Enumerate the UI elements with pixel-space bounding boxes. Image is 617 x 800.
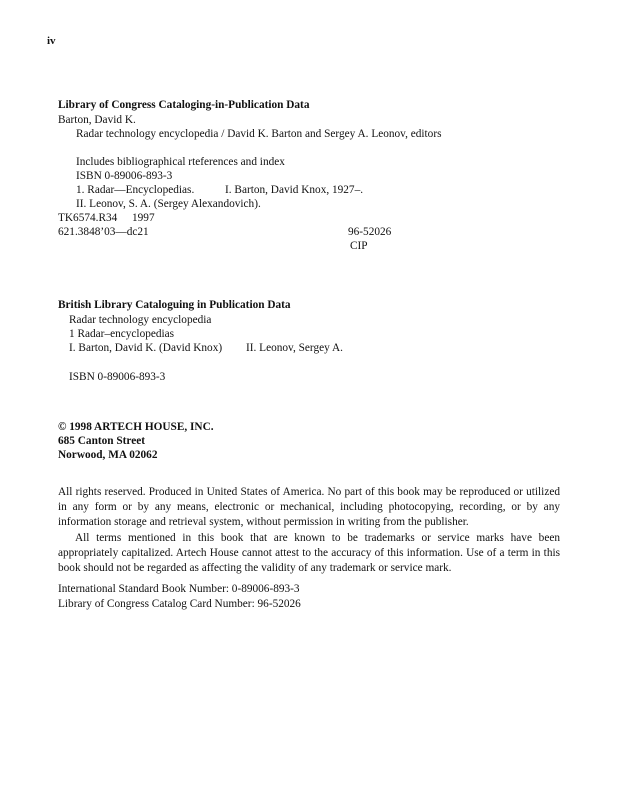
- cip-isbn: ISBN 0-89006-893-3: [76, 170, 173, 182]
- cip-call-number: TK6574.R34: [58, 212, 118, 224]
- cip-added-entry-1: I. Barton, David Knox, 1927–.: [225, 184, 364, 196]
- cip-author: Barton, David K.: [58, 114, 136, 126]
- bl-added-entry-2: II. Leonov, Sergey A.: [246, 342, 343, 354]
- bl-added-entry-1: I. Barton, David K. (David Knox): [69, 342, 223, 354]
- bl-title-line: Radar technology encyclopedia: [69, 314, 212, 326]
- rights-paragraph: All rights reserved. Produced in United States of America. No part of this book may be reproduced or utilized in any form or by any means, electronic or mechanical, including photocopying, recording, or by any information storage and retrieval system, without permission in writing from the publisher.: [58, 486, 560, 529]
- cip-subject: 1. Radar—Encyclopedias.: [76, 184, 195, 196]
- cip-added-entry-2: II. Leonov, S. A. (Sergey Alexandovich).: [76, 198, 261, 210]
- cip-notes: Includes bibliographical rteferences and index: [76, 156, 285, 168]
- cip-title-statement: Radar technology encyclopedia / David K. Barton and Sergey A. Leonov, editors: [76, 128, 442, 140]
- cip-label: CIP: [350, 240, 368, 252]
- cip-lccn: 96-52026: [348, 226, 392, 238]
- rights-statement: [58, 485, 560, 613]
- page-number: iv: [47, 35, 56, 47]
- trademark-paragraph: All terms mentioned in this book that are known to be trademarks or service marks have been appropriately capitalized. Artech House cannot attest to the accuracy of this information. Use of a term in this book should not be regarded as affecting the validity of any trademark or service mark.: [58, 531, 560, 575]
- cip-dewey: 621.3848’03—dc21: [58, 226, 149, 238]
- bl-isbn: ISBN 0-89006-893-3: [69, 371, 166, 383]
- isbn-line: International Standard Book Number: 0-89006-893-3: [58, 583, 300, 596]
- lccn-line: Library of Congress Catalog Card Number: 96-52026: [58, 598, 301, 611]
- publisher-city: Norwood, MA 02062: [58, 449, 158, 461]
- publisher-street: 685 Canton Street: [58, 435, 146, 447]
- cip-year: 1997: [132, 212, 155, 224]
- british-library-title: British Library Cataloguing in Publication Data: [58, 299, 291, 311]
- bl-subject: 1 Radar–encyclopedias: [69, 328, 175, 340]
- copyright-line: © 1998 ARTECH HOUSE, INC.: [58, 421, 214, 433]
- cip-title: Library of Congress Cataloging-in-Publication Data: [58, 99, 310, 111]
